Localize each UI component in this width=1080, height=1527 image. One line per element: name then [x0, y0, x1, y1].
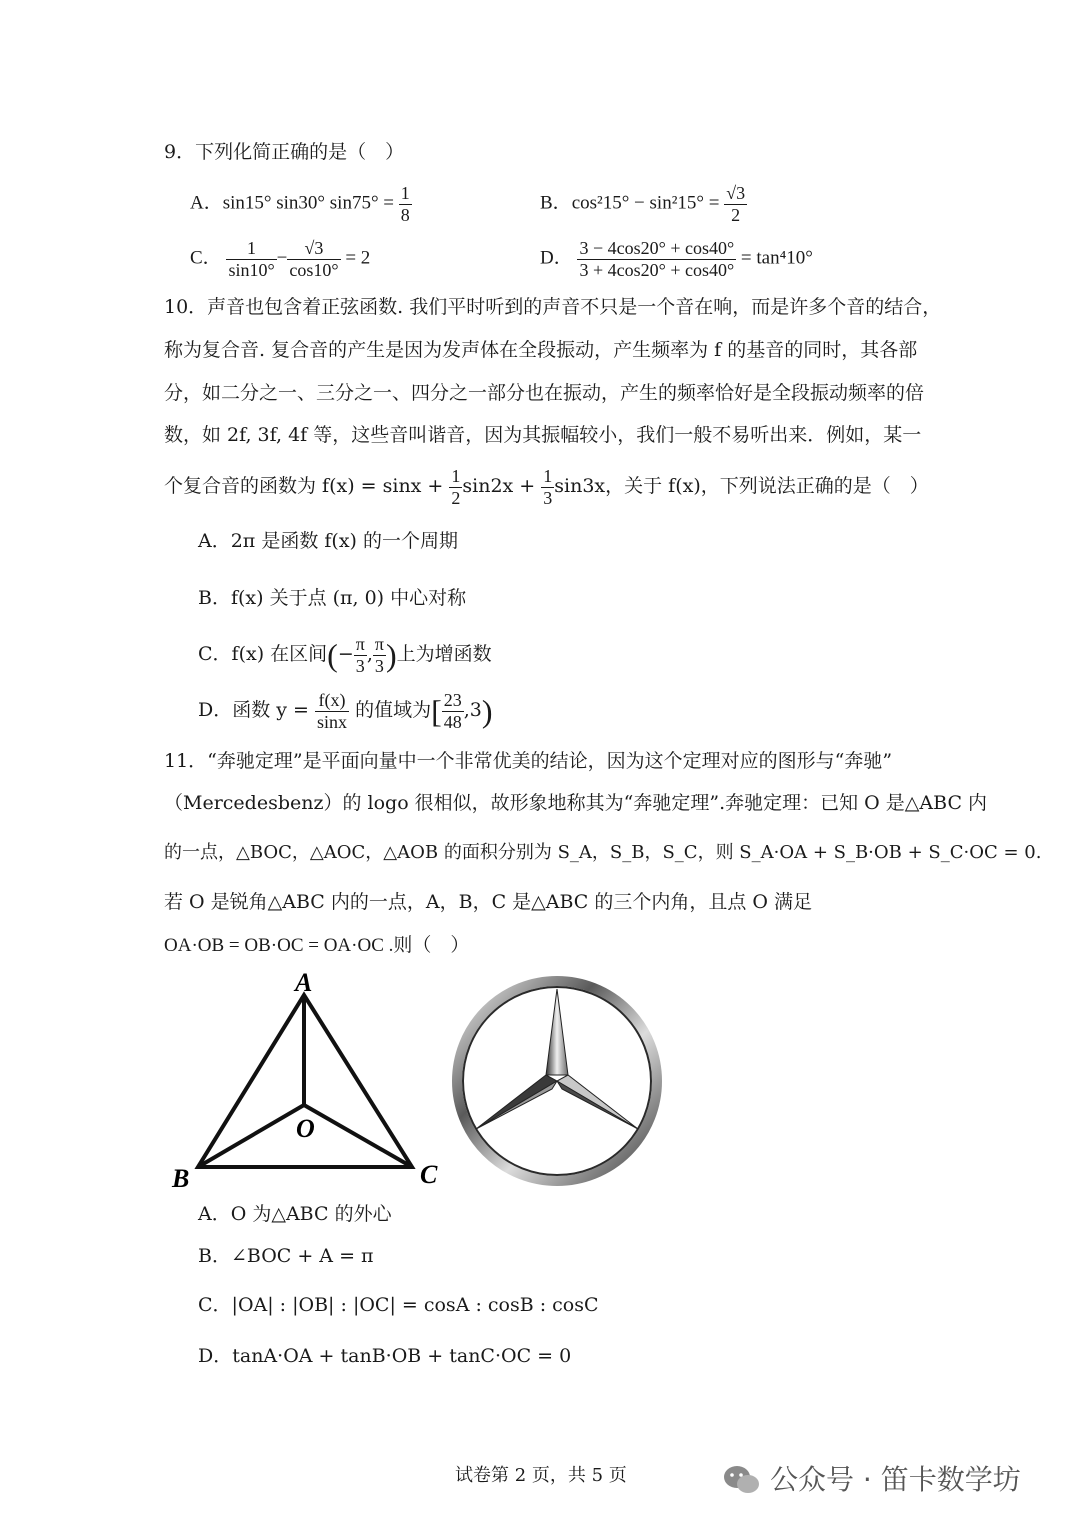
q10-option-b: B．f(x) 关于点 (π, 0) 中心对称	[198, 587, 467, 609]
q11-option-c: C．|OA| : |OB| : |OC| = cosA : cosB : cosC	[198, 1294, 599, 1316]
q10-option-c: C．f(x) 在区间(− $\frac{\pi}{3}$ , $\frac{\pi}{3}$ )上为增函数	[198, 634, 492, 676]
wechat-icon	[722, 1463, 762, 1497]
segment-oc	[304, 1105, 412, 1167]
logo-star	[476, 989, 638, 1129]
q10-line4: 数，如 2f, 3f, 4f 等，这些音叫谐音，因为其振幅较小，我们一般不易听出来．例如，某一	[164, 424, 922, 446]
watermark	[722, 1463, 1021, 1497]
triangle-figure	[160, 965, 450, 1195]
q11-line5: OA·OB = OB·OC = OA·OC .则（ ）	[164, 935, 470, 956]
label-c: C	[420, 1160, 438, 1189]
q9-option-d: D． $\frac{3 - 4\cos 20^\circ + \cos 40^\circ}{3 + 4\cos 20^\circ + \cos 40^\circ}$ = tan⁴10°	[540, 238, 813, 280]
segment-ob	[198, 1105, 304, 1167]
q9-option-b: B．cos²15° − sin²15° = $\frac{√3}{2}$	[540, 183, 746, 225]
watermark-text: 公众号 · 笛卡数学坊	[770, 1463, 1021, 1496]
q11-line2: （Mercedesbenz）的 logo 很相似，故形象地称其为“奔驰定理”.奔驰定理：已知 O 是△ABC 内	[164, 792, 988, 814]
label-o: O	[296, 1114, 315, 1143]
q10-option-a: A．2π 是函数 f(x) 的一个周期	[198, 530, 458, 552]
q11-option-d: D．tanA·OA + tanB·OB + tanC·OC = 0	[198, 1345, 572, 1367]
label-a: A	[295, 968, 313, 997]
page-footer: 试卷第 2 页，共 5 页	[455, 1465, 627, 1486]
q11-line1: 11．“奔驰定理”是平面向量中一个非常优美的结论，因为这个定理对应的图形与“奔驰”	[164, 750, 893, 772]
q10-line2: 称为复合音. 复合音的产生是因为发声体在全段振动，产生频率为 f 的基音的同时，其各部	[164, 339, 918, 361]
q10-line1: 10．声音也包含着正弦函数. 我们平时听到的声音不只是一个音在响，而是许多个音的结合，	[164, 296, 942, 318]
mercedes-logo-image	[448, 975, 666, 1187]
q9-stem: 9．下列化简正确的是（ ）	[164, 141, 405, 163]
q9-option-a: A．sin15° sin30° sin75° = $\frac{1}{8}$	[190, 183, 410, 225]
q11-option-a: A．O 为△ABC 的外心	[198, 1203, 392, 1225]
q9-option-c: C． $\frac{1}{\sin 10^\circ}$ − $\frac{√3}{\cos 10^\circ}$ = 2	[190, 238, 371, 280]
q10-line3: 分，如二分之一、三分之一、四分之一部分也在振动，产生的频率恰好是全段振动频率的倍	[164, 382, 925, 404]
q11-line3: 的一点，△BOC，△AOC，△AOB 的面积分别为 S_A，S_B，S_C，则 S_A·OA + S_B·OB + S_C·OC = 0.	[164, 842, 1042, 863]
label-b: B	[172, 1164, 190, 1193]
q10-option-d: D．函数 y = $\frac{f(x)}{\sin x}$ 的值域为[ $\frac{23}{48}$ ,3)	[198, 690, 493, 732]
q10-line5: 个复合音的函数为 f(x) = sinx + $\frac{1}{2}$ sin2x + $\frac{1}{3}$ sin3x，关于 f(x)，下列说法正确的是（ ）	[164, 466, 929, 508]
q11-line4: 若 O 是锐角△ABC 内的一点，A，B，C 是△ABC 的三个内角，且点 O 满足	[164, 891, 813, 913]
q11-option-b: B．∠BOC + A = π	[198, 1245, 374, 1267]
